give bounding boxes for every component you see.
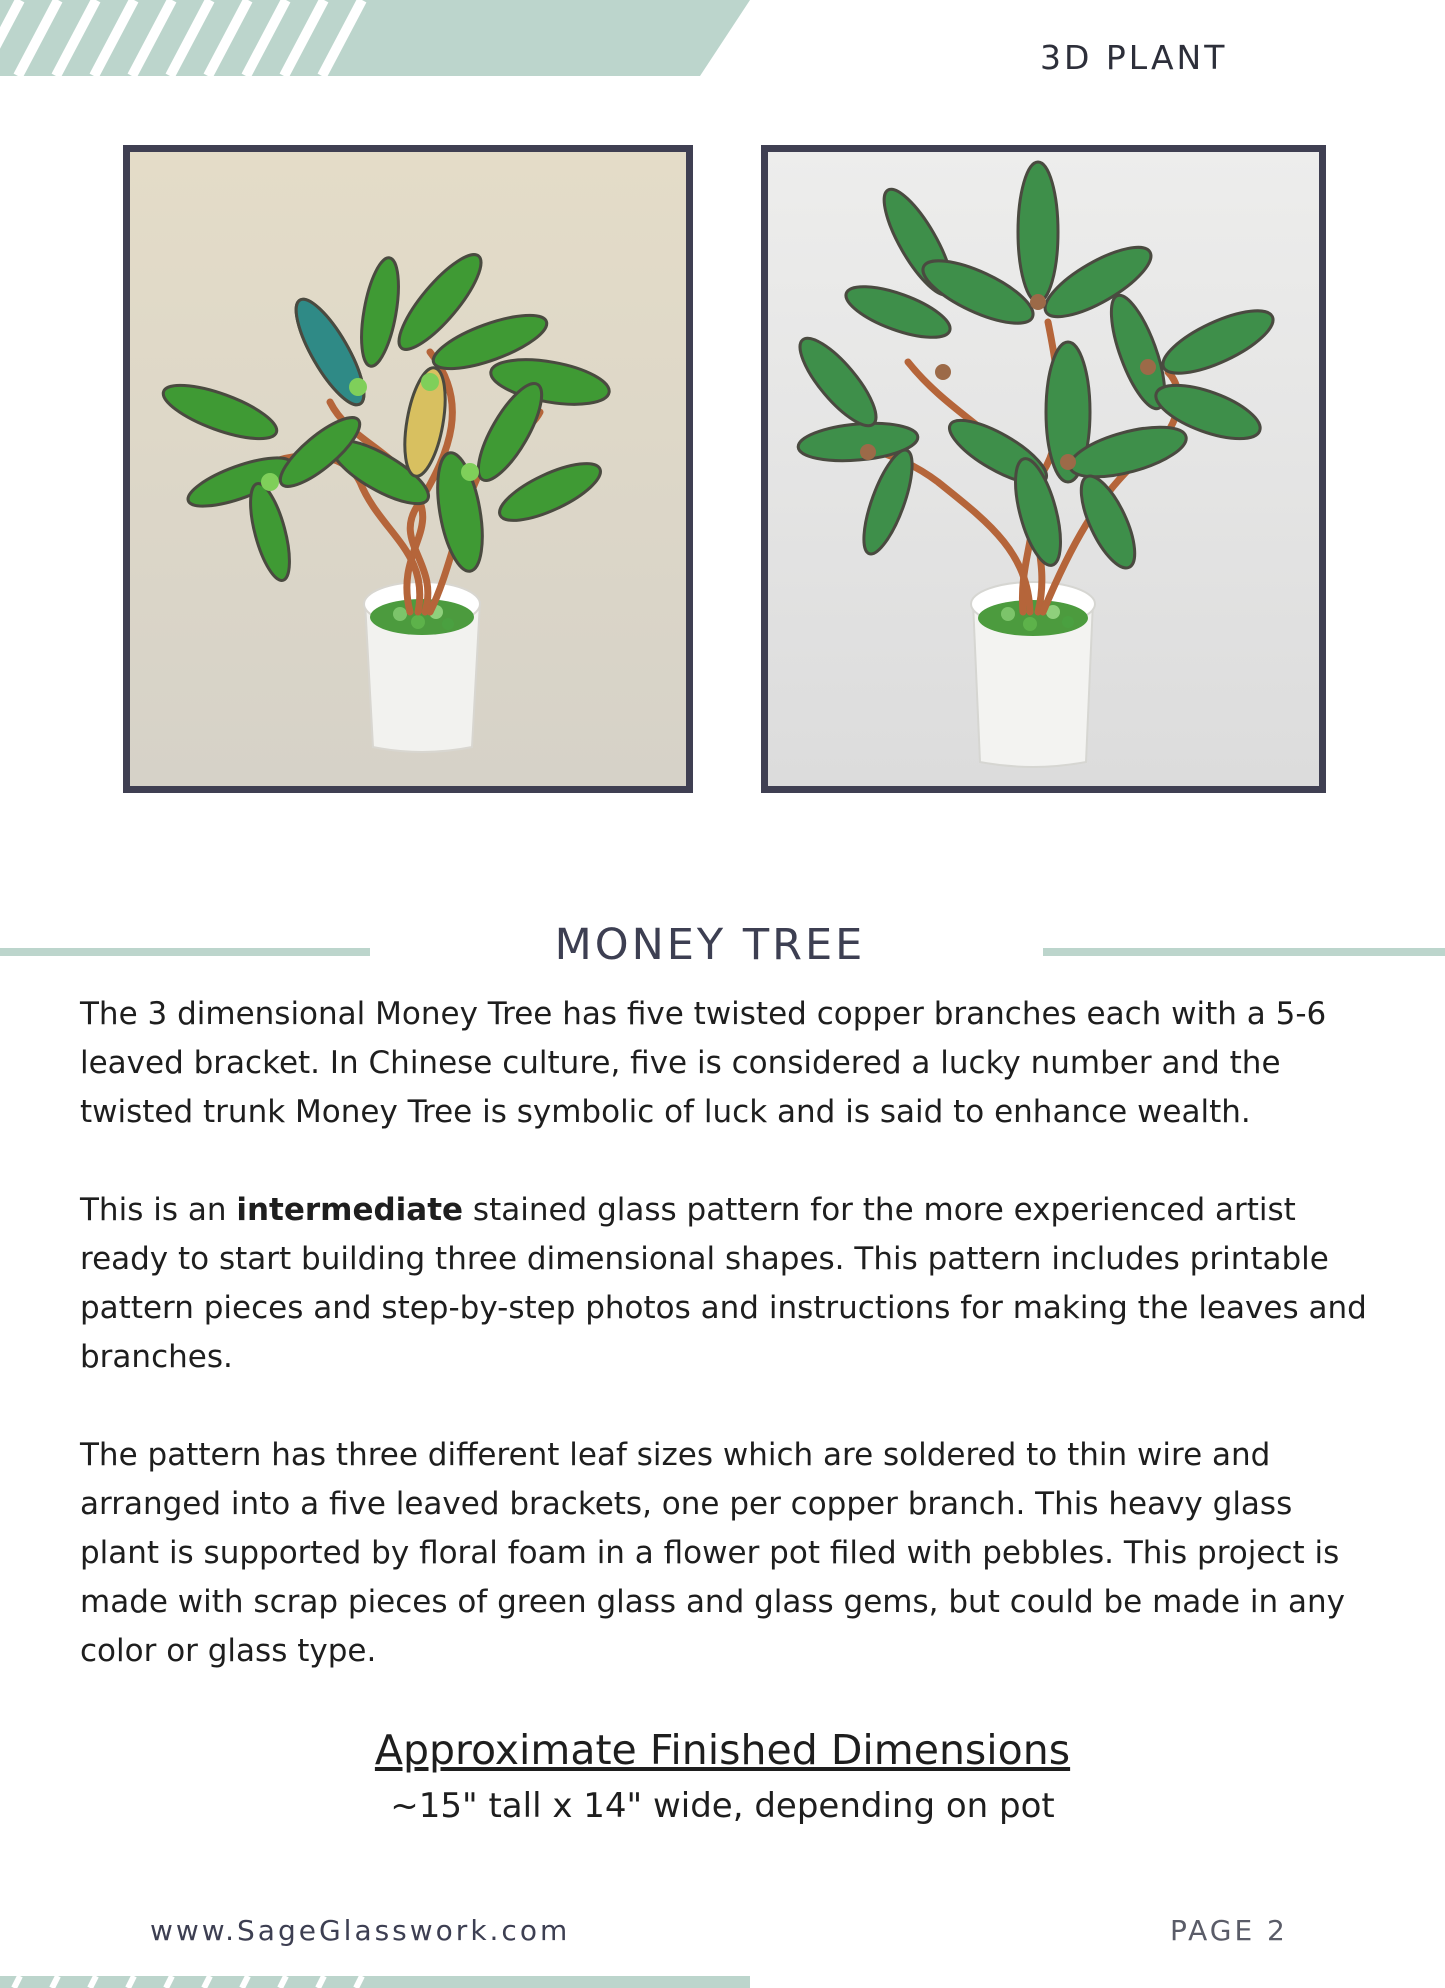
page-number: PAGE 2 (1170, 1914, 1288, 1947)
product-title: MONEY TREE (554, 920, 866, 970)
dimensions-value: ~15" tall x 14" wide, depending on pot (390, 1786, 1055, 1826)
money-tree-photo-side (761, 145, 1326, 793)
product-description (80, 990, 1380, 1725)
money-tree-photo-front (123, 145, 693, 793)
description-paragraph-1: The 3 dimensional Money Tree has five twisted copper branches each with a 5-6 leaved bracket. In Chinese culture, five is considered a lucky number and the twisted trunk Money Tree is symbolic of luck and is said to enhance wealth. (80, 996, 1327, 1130)
paragraph-2-rest: stained glass pattern for the more experienced artist ready to start building three dimensional shapes. This pattern includes printable pattern pieces and step-by-step photos and instructions for making the leaves and branches. (80, 1192, 1367, 1375)
header-stripe-band (0, 0, 750, 76)
description-paragraph-2 (80, 1186, 1380, 1382)
section-label: 3D PLANT (1040, 38, 1228, 77)
website-link[interactable]: www.SageGlasswork.com (150, 1914, 571, 1947)
description-paragraph-3: The pattern has three different leaf sizes which are soldered to thin wire and arranged into a five leaved brackets, one per copper branch. This heavy glass plant is supported by floral foam in a flower pot filed with pebbles. This project is made with scrap pieces of green glass and glass gems, but could be made in any color or glass type. (80, 1437, 1346, 1669)
paragraph-2-lead: This is an (80, 1192, 237, 1228)
skill-level-text: intermediate (236, 1192, 464, 1228)
dimensions-heading: Approximate Finished Dimensions (374, 1726, 1071, 1774)
footer-stripe-band (0, 1976, 750, 1988)
